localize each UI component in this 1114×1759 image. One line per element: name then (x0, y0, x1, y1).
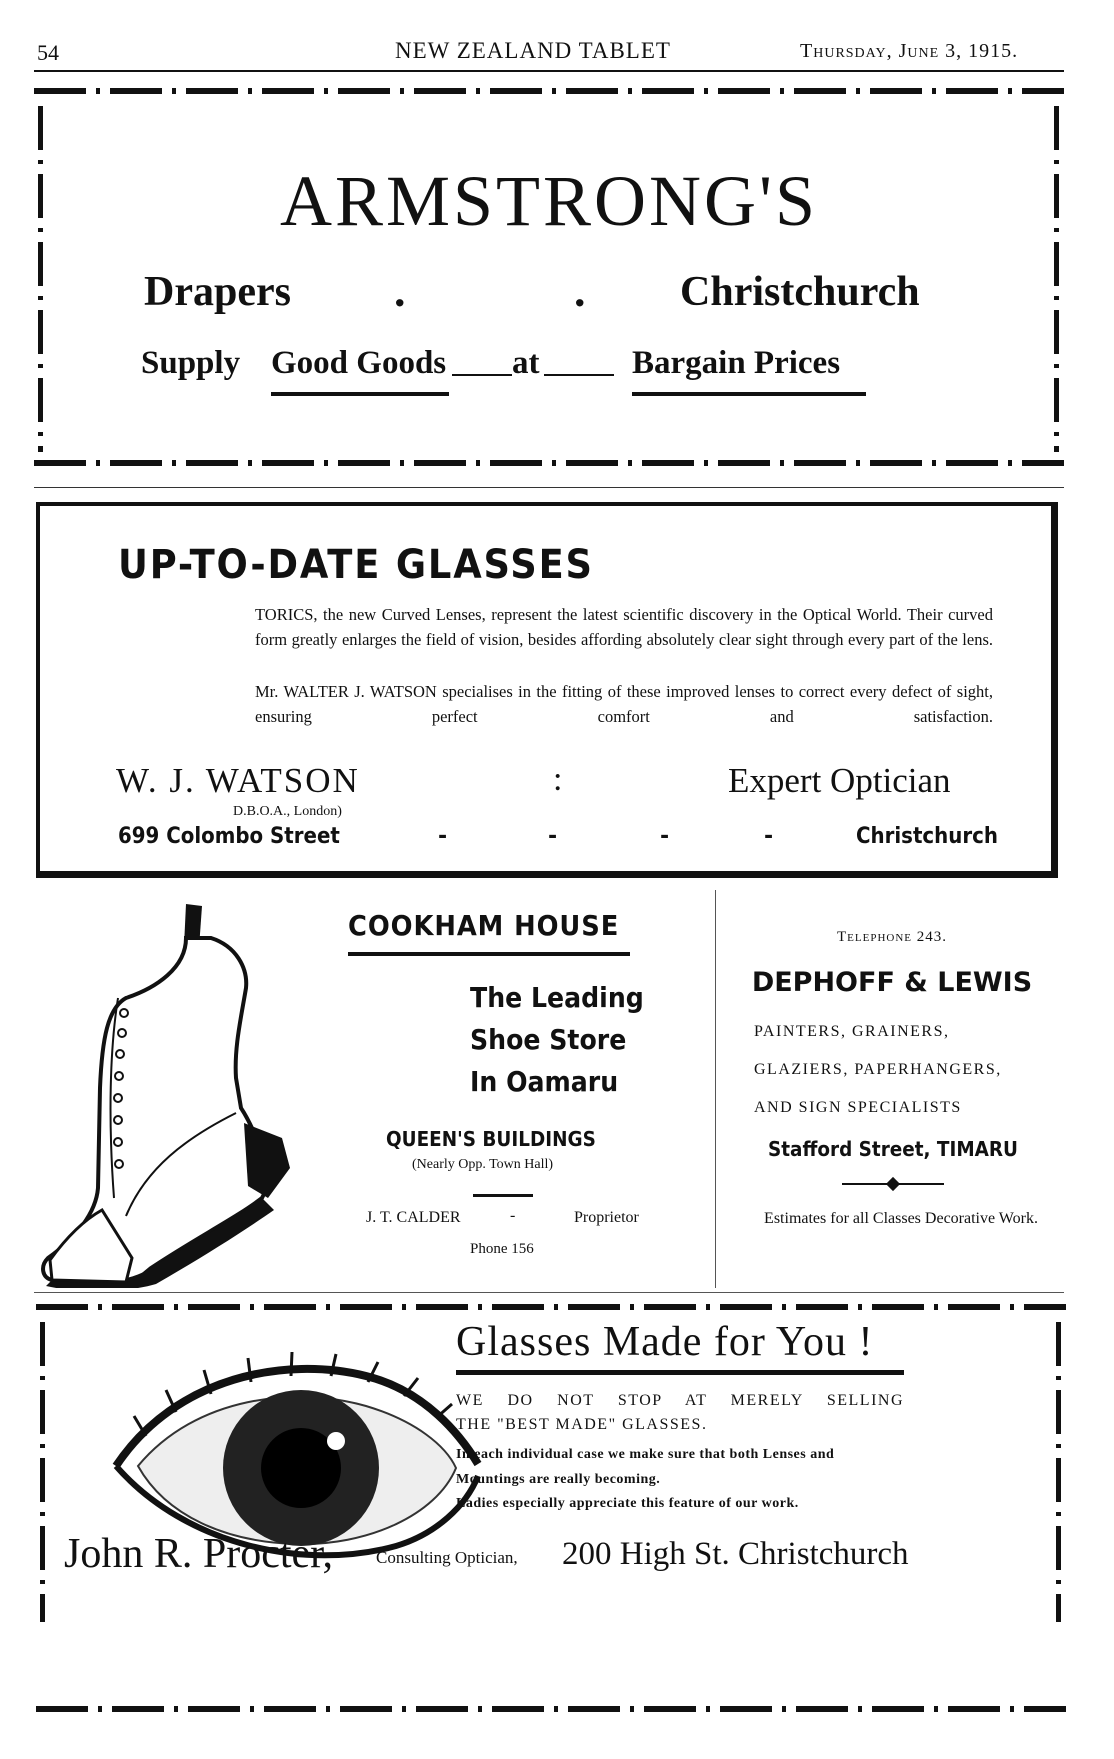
procter-line-1: WE DO NOT STOP AT MERELY SELLING (456, 1392, 904, 1409)
dephoff-ad (722, 905, 1077, 1283)
column-divider (715, 890, 716, 1288)
armstrong-bargain: Bargain Prices (632, 345, 841, 381)
cookham-dash: - (510, 1207, 516, 1224)
header-rule (34, 70, 1064, 72)
dephoff-line-1: PAINTERS, GRAINERS, (754, 1023, 950, 1040)
watson-heading: UP-TO-DATE GLASSES (118, 542, 594, 588)
watson-dash-3: - (660, 824, 670, 849)
section-rule-2 (34, 1292, 1064, 1293)
procter-heading: Glasses Made for You ! (456, 1319, 874, 1365)
armstrong-ad (34, 88, 1064, 468)
publication-title: NEW ZEALAND TABLET (395, 38, 671, 63)
armstrong-at: at (512, 345, 540, 381)
watson-address: 699 Colombo Street (118, 824, 340, 849)
watson-city: Christchurch (856, 824, 998, 849)
dotted-border-right (1054, 106, 1059, 452)
dephoff-line-3: AND SIGN SPECIALISTS (754, 1099, 962, 1116)
cookham-near: (Nearly Opp. Town Hall) (412, 1157, 554, 1172)
watson-name: W. J. WATSON (116, 761, 360, 800)
dotted-border-top (36, 1304, 1066, 1310)
dotted-border-bottom (36, 1706, 1066, 1712)
cookham-proprietor-label: Proprietor (574, 1209, 639, 1226)
bargain-underline (632, 392, 866, 396)
page-number: 54 (37, 40, 59, 65)
dephoff-address: Stafford Street, TIMARU (768, 1137, 1018, 1161)
dash-rule-1 (452, 374, 512, 376)
cookham-building: QUEEN'S BUILDINGS (386, 1127, 596, 1151)
procter-line-3: In each individual case we make sure that both Lenses and Mountings are really becoming. (456, 1447, 835, 1487)
procter-line-2: THE "BEST MADE" GLASSES. (456, 1416, 708, 1433)
cookham-phone: Phone 156 (470, 1241, 534, 1257)
armstrong-good-goods: Good Goods (271, 345, 447, 381)
issue-date: Thursday, June 3, 1915. (800, 40, 1019, 62)
dephoff-rule-diamond (886, 1177, 900, 1191)
dotted-border-right (1056, 1322, 1061, 1622)
armstrong-supply: Supply (141, 345, 241, 381)
dotted-border-left (38, 106, 43, 452)
watson-credentials: D.B.O.A., London) (233, 804, 342, 819)
dotted-border-bottom (34, 460, 1064, 466)
watson-ad (36, 502, 1058, 878)
boot-heel (244, 1123, 290, 1198)
dotted-border-left (40, 1322, 45, 1622)
cookham-line-3: In Oamaru (470, 1065, 619, 1098)
watson-colon: : (553, 761, 563, 798)
watson-dash-1: - (438, 824, 448, 849)
dephoff-line-2: GLAZIERS, PAPERHANGERS, (754, 1061, 1002, 1078)
cookham-heading-rule (348, 952, 630, 956)
dotted-border-top (34, 88, 1064, 94)
cookham-proprietor-name: J. T. CALDER (366, 1209, 461, 1226)
dephoff-estimates: Estimates for all Classes Decorative Work. (764, 1210, 1038, 1227)
dash-rule-2 (544, 374, 614, 376)
watson-dash-4: - (764, 824, 774, 849)
cookham-ad (330, 905, 708, 1283)
good-goods-underline (271, 392, 449, 396)
dephoff-name: DEPHOFF & LEWIS (751, 967, 1033, 998)
procter-ad (36, 1304, 1066, 1724)
procter-heading-rule (456, 1370, 904, 1375)
armstrong-dot-1: . (394, 265, 406, 316)
cookham-heading: COOKHAM HOUSE (348, 909, 620, 942)
cookham-line-1: The Leading (470, 981, 644, 1014)
section-rule-1 (34, 487, 1064, 488)
cookham-short-rule (473, 1194, 533, 1197)
watson-para-1: TORICS, the new Curved Lenses, represent the latest scientific discovery in the Optical World. Their curved form greatly enlarges the field of vision, besides affording absolutely clear sight through every part of the lens. (255, 605, 993, 649)
eye-highlight (327, 1432, 345, 1450)
cookham-line-2: Shoe Store (470, 1023, 627, 1056)
armstrong-name: ARMSTRONG'S (279, 161, 819, 241)
procter-role: Consulting Optician, (376, 1548, 518, 1567)
armstrong-city: Christchurch (680, 269, 920, 315)
armstrong-dot-2: . (574, 265, 586, 316)
boot-illustration (36, 898, 336, 1288)
watson-para-2: Mr. WALTER J. WATSON specialises in the fitting of these improved lenses to correct every defect of sight, ensuring perfect comfort and satisfaction. (255, 682, 993, 726)
dephoff-telephone: Telephone 243. (837, 929, 947, 945)
armstrong-trade: Drapers (144, 269, 291, 315)
procter-address: 200 High St. Christchurch (562, 1536, 909, 1572)
procter-line-4: Ladies especially appreciate this feature of our work. (456, 1496, 799, 1511)
watson-dash-2: - (548, 824, 558, 849)
procter-name: John R. Procter, (64, 1531, 333, 1577)
watson-title: Expert Optician (728, 761, 951, 800)
